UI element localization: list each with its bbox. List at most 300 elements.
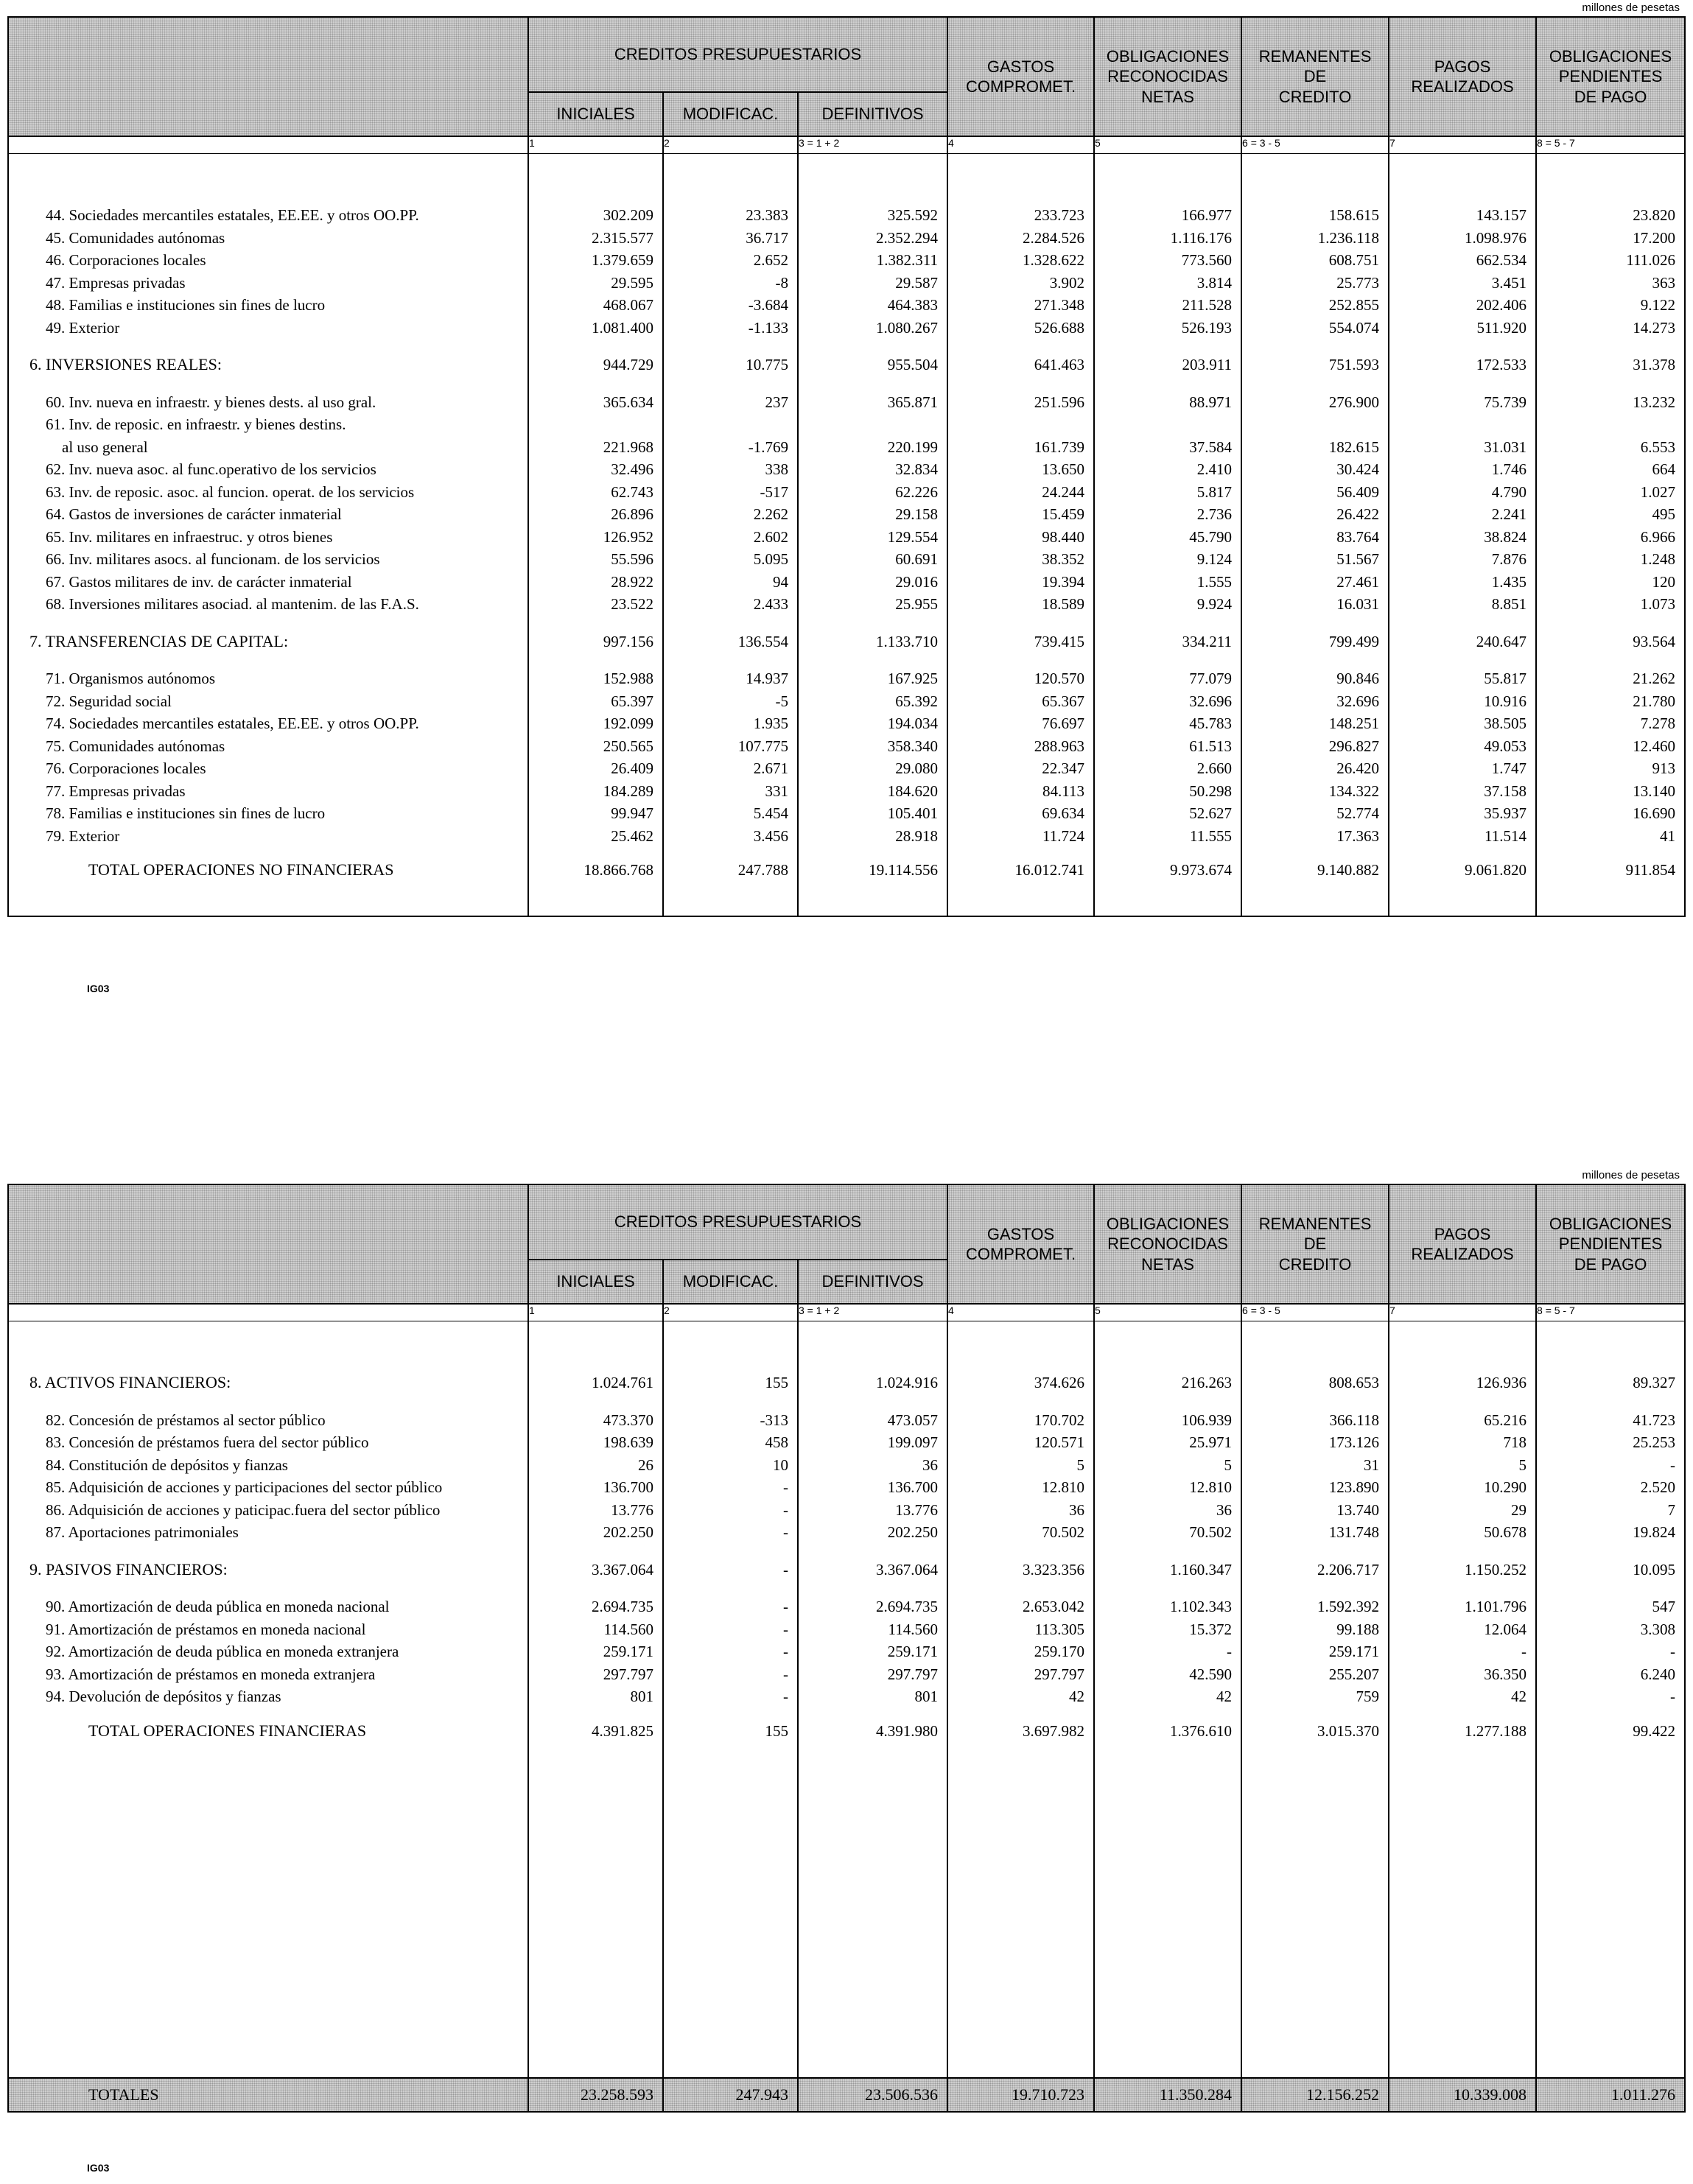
- row-value: 45.783: [1094, 712, 1241, 735]
- spacer-cell: [947, 1544, 1094, 1559]
- column-number: 4: [947, 1304, 1094, 1321]
- table-row: [8, 825, 1685, 848]
- row-value: 25.955: [798, 593, 947, 616]
- header-remanentes: [1241, 1184, 1389, 1304]
- spacer-cell: [1536, 1581, 1685, 1595]
- spacer-row: [8, 847, 1685, 859]
- spacer-cell: [528, 616, 663, 631]
- row-value: 240.647: [1389, 631, 1536, 653]
- row-label: 72. Seguridad social: [8, 690, 528, 713]
- spacer-cell: [947, 1742, 1094, 2078]
- spacer-cell: [1536, 882, 1685, 916]
- row-value: 2.653.042: [947, 1595, 1094, 1618]
- row-value: 155: [663, 1720, 798, 1743]
- row-value: 77.079: [1094, 667, 1241, 690]
- row-value: -517: [663, 481, 798, 504]
- row-value: 120.570: [947, 667, 1094, 690]
- row-value: [528, 413, 663, 436]
- spacer-cell: [798, 1394, 947, 1409]
- spacer-cell: [947, 1321, 1094, 1372]
- row-value: 25.773: [1241, 272, 1389, 295]
- table-row: [8, 391, 1685, 414]
- row-value: 13.740: [1241, 1499, 1389, 1522]
- row-value: 50.678: [1389, 1521, 1536, 1544]
- row-value: 1.150.252: [1389, 1559, 1536, 1581]
- row-label: 91. Amortización de préstamos en moneda nacional: [8, 1618, 528, 1641]
- row-value: 161.739: [947, 436, 1094, 459]
- row-label: 94. Devolución de depósitos y fianzas: [8, 1685, 528, 1708]
- row-value: 10.916: [1389, 690, 1536, 713]
- row-value: 2.736: [1094, 503, 1241, 526]
- row-value: 5: [1094, 1454, 1241, 1477]
- row-value: 18.866.768: [528, 859, 663, 882]
- row-label: al uso general: [8, 436, 528, 459]
- spacer-cell: [8, 1544, 528, 1559]
- spacer-cell: [8, 1708, 528, 1720]
- row-value: -: [663, 1476, 798, 1499]
- row-value: 911.854: [1536, 859, 1685, 882]
- row-label: 82. Concesión de préstamos al sector público: [8, 1409, 528, 1432]
- spacer-cell: [1389, 1708, 1536, 1720]
- row-value: 25.253: [1536, 1431, 1685, 1454]
- row-value: 28.918: [798, 825, 947, 848]
- row-value: 751.593: [1241, 354, 1389, 376]
- row-label: 74. Sociedades mercantiles estatales, EE.EE. y otros OO.PP.: [8, 712, 528, 735]
- footer-code-1: IG03: [87, 983, 110, 994]
- row-value: 55.817: [1389, 667, 1536, 690]
- section-row: [8, 1559, 1685, 1581]
- table-row: [8, 481, 1685, 504]
- row-value: 473.057: [798, 1409, 947, 1432]
- row-value: 136.700: [798, 1476, 947, 1499]
- row-value: 1.592.392: [1241, 1595, 1389, 1618]
- row-value: 30.424: [1241, 458, 1389, 481]
- row-value: 9.122: [1536, 294, 1685, 317]
- row-value: 641.463: [947, 354, 1094, 376]
- header-rem-l3: CREDITO: [1278, 1254, 1352, 1274]
- row-value: 718: [1389, 1431, 1536, 1454]
- spacer-row: [8, 1708, 1685, 1720]
- spacer-cell: [1094, 882, 1241, 916]
- row-value: 374.626: [947, 1372, 1094, 1394]
- row-value: 9.124: [1094, 548, 1241, 571]
- spacer-cell: [663, 339, 798, 354]
- total-row: [8, 859, 1685, 882]
- spacer-cell: [1241, 376, 1389, 391]
- row-value: 12.460: [1536, 735, 1685, 758]
- row-value: 65.397: [528, 690, 663, 713]
- header-modificac-label: MODIFICAC.: [682, 1272, 779, 1291]
- spacer-cell: [8, 1581, 528, 1595]
- spacer-cell: [1536, 1394, 1685, 1409]
- row-label: 45. Comunidades autónomas: [8, 227, 528, 250]
- budget-table-2: [7, 1184, 1686, 2113]
- spacer-cell: [8, 882, 528, 916]
- row-value: 60.691: [798, 548, 947, 571]
- row-value: 5.095: [663, 548, 798, 571]
- spacer-cell: [947, 154, 1094, 205]
- row-value: 325.592: [798, 204, 947, 227]
- total-row: [8, 1720, 1685, 1743]
- row-value: 338: [663, 458, 798, 481]
- row-value: 62.743: [528, 481, 663, 504]
- row-value: 12.810: [1094, 1476, 1241, 1499]
- column-number-row: [8, 1304, 1685, 1321]
- row-value: 997.156: [528, 631, 663, 653]
- totales-value: 1.011.276: [1536, 2078, 1685, 2112]
- spacer-cell: [798, 1544, 947, 1559]
- row-value: 84.113: [947, 780, 1094, 803]
- spacer-cell: [528, 1394, 663, 1409]
- row-value: 26.422: [1241, 503, 1389, 526]
- row-value: 664: [1536, 458, 1685, 481]
- spacer-cell: [1536, 376, 1685, 391]
- row-label: 93. Amortización de préstamos en moneda extranjera: [8, 1663, 528, 1686]
- row-value: 202.250: [528, 1521, 663, 1544]
- header-modificac-label: MODIFICAC.: [682, 105, 779, 124]
- row-value: 19.394: [947, 571, 1094, 594]
- row-label: 6. INVERSIONES REALES:: [8, 354, 528, 376]
- header-oblig-l1: OBLIGACIONES: [1106, 46, 1230, 66]
- row-value: -1.133: [663, 317, 798, 340]
- spacer-cell: [947, 653, 1094, 667]
- table-row: [8, 548, 1685, 571]
- row-value: 259.171: [798, 1640, 947, 1663]
- row-value: 42: [1094, 1685, 1241, 1708]
- row-value: 22.347: [947, 757, 1094, 780]
- spacer-cell: [528, 1742, 663, 2078]
- row-value: 2.660: [1094, 757, 1241, 780]
- row-value: 913: [1536, 757, 1685, 780]
- row-value: 198.639: [528, 1431, 663, 1454]
- row-value: 526.688: [947, 317, 1094, 340]
- totales-value: 247.943: [663, 2078, 798, 2112]
- header-pendientes: [1536, 1184, 1685, 1304]
- row-value: 1.248: [1536, 548, 1685, 571]
- row-value: 1.746: [1389, 458, 1536, 481]
- row-value: 75.739: [1389, 391, 1536, 414]
- row-value: 25.971: [1094, 1431, 1241, 1454]
- row-value: 1.379.659: [528, 249, 663, 272]
- row-value: 158.615: [1241, 204, 1389, 227]
- table-row: [8, 802, 1685, 825]
- row-value: 526.193: [1094, 317, 1241, 340]
- spacer-row: [8, 653, 1685, 667]
- header-iniciales-label: INICIALES: [556, 1272, 635, 1291]
- header-label-cell: [8, 17, 528, 136]
- row-value: 1.555: [1094, 571, 1241, 594]
- spacer-row: [8, 339, 1685, 354]
- row-value: 2.520: [1536, 1476, 1685, 1499]
- row-value: 297.797: [947, 1663, 1094, 1686]
- row-value: 143.157: [1389, 204, 1536, 227]
- row-value: 458: [663, 1431, 798, 1454]
- footer-code-2: IG03: [87, 2162, 110, 2174]
- header-iniciales-label: INICIALES: [556, 105, 635, 124]
- row-value: 1.133.710: [798, 631, 947, 653]
- row-value: 152.988: [528, 667, 663, 690]
- row-value: 83.764: [1241, 526, 1389, 549]
- spacer-cell: [798, 882, 947, 916]
- row-value: 25.462: [528, 825, 663, 848]
- row-value: 220.199: [798, 436, 947, 459]
- row-value: 3.367.064: [798, 1559, 947, 1581]
- row-value: -: [663, 1559, 798, 1581]
- row-value: 2.602: [663, 526, 798, 549]
- header-gastos: [947, 17, 1094, 136]
- column-number: 1: [528, 1304, 663, 1321]
- row-value: -: [663, 1521, 798, 1544]
- row-label: 71. Organismos autónomos: [8, 667, 528, 690]
- table-row: [8, 294, 1685, 317]
- spacer-cell: [1094, 1708, 1241, 1720]
- spacer-row: [8, 376, 1685, 391]
- spacer-cell: [528, 1544, 663, 1559]
- header-modificac: [663, 92, 798, 136]
- row-value: 94: [663, 571, 798, 594]
- column-number: 2: [663, 136, 798, 154]
- spacer-cell: [1536, 1742, 1685, 2078]
- spacer-cell: [528, 847, 663, 859]
- spacer-cell: [1389, 376, 1536, 391]
- header-pagos: [1389, 17, 1536, 136]
- section-row: [8, 354, 1685, 376]
- row-value: 29.080: [798, 757, 947, 780]
- spacer-cell: [798, 154, 947, 205]
- row-value: 123.890: [1241, 1476, 1389, 1499]
- header-row: [8, 17, 1685, 92]
- row-value: 7.278: [1536, 712, 1685, 735]
- row-value: 955.504: [798, 354, 947, 376]
- table-row: [8, 1595, 1685, 1618]
- row-value: 114.560: [798, 1618, 947, 1641]
- header-gastos-l1: GASTOS: [986, 57, 1055, 76]
- row-value: 1.277.188: [1389, 1720, 1536, 1743]
- header-pagos-l1: PAGOS: [1434, 1224, 1491, 1243]
- spacer-cell: [8, 376, 528, 391]
- spacer-cell: [798, 653, 947, 667]
- row-value: 15.459: [947, 503, 1094, 526]
- row-value: 99.947: [528, 802, 663, 825]
- row-value: 24.244: [947, 481, 1094, 504]
- row-value: 19.824: [1536, 1521, 1685, 1544]
- row-value: 36.350: [1389, 1663, 1536, 1686]
- row-value: 31: [1241, 1454, 1389, 1477]
- spacer-cell: [1389, 1394, 1536, 1409]
- row-value: 1.328.622: [947, 249, 1094, 272]
- row-value: 26.420: [1241, 757, 1389, 780]
- row-value: 23.522: [528, 593, 663, 616]
- row-value: [1389, 413, 1536, 436]
- row-value: 271.348: [947, 294, 1094, 317]
- row-value: 1.101.796: [1389, 1595, 1536, 1618]
- row-value: 42: [947, 1685, 1094, 1708]
- header-pend-l2: PENDIENTES: [1558, 1235, 1663, 1254]
- table-row: [8, 1521, 1685, 1544]
- row-value: -: [663, 1640, 798, 1663]
- row-value: 1.081.400: [528, 317, 663, 340]
- row-value: 23.820: [1536, 204, 1685, 227]
- table-row: [8, 780, 1685, 803]
- spacer-row: [8, 1321, 1685, 1372]
- spacer-cell: [1241, 1394, 1389, 1409]
- spacer-cell: [8, 1394, 528, 1409]
- row-value: 136.554: [663, 631, 798, 653]
- row-value: 251.596: [947, 391, 1094, 414]
- row-value: 773.560: [1094, 249, 1241, 272]
- spacer-cell: [947, 847, 1094, 859]
- row-value: 365.871: [798, 391, 947, 414]
- spacer-cell: [1094, 1581, 1241, 1595]
- header-iniciales: [528, 1260, 663, 1304]
- spacer-cell: [1389, 1321, 1536, 1372]
- row-value: 70.502: [1094, 1521, 1241, 1544]
- row-value: 17.200: [1536, 227, 1685, 250]
- row-value: 11.724: [947, 825, 1094, 848]
- row-value: 9.061.820: [1389, 859, 1536, 882]
- column-number: 7: [1389, 1304, 1536, 1321]
- column-number: 4: [947, 136, 1094, 154]
- row-value: 297.797: [528, 1663, 663, 1686]
- row-value: 468.067: [528, 294, 663, 317]
- row-value: -: [1389, 1640, 1536, 1663]
- spacer-cell: [1241, 847, 1389, 859]
- unit-label-1: millones de pesetas: [1582, 1, 1680, 14]
- row-value: 88.971: [1094, 391, 1241, 414]
- table-row: [8, 272, 1685, 295]
- column-number: 7: [1389, 136, 1536, 154]
- row-label: 92. Amortización de deuda pública en moneda extranjera: [8, 1640, 528, 1663]
- row-value: 13.232: [1536, 391, 1685, 414]
- header-creditos-label: CREDITOS PRESUPUESTARIOS: [614, 1212, 862, 1232]
- spacer-row: [8, 154, 1685, 205]
- header-pend-l3: DE PAGO: [1574, 1254, 1647, 1274]
- spacer-cell: [1241, 1742, 1389, 2078]
- row-value: 11.555: [1094, 825, 1241, 848]
- row-value: 18.589: [947, 593, 1094, 616]
- row-value: 13.776: [528, 1499, 663, 1522]
- header-oblig-l3: NETAS: [1141, 87, 1194, 106]
- row-value: -: [1536, 1685, 1685, 1708]
- row-value: 99.422: [1536, 1720, 1685, 1743]
- column-number: 6 = 3 - 5: [1241, 136, 1389, 154]
- spacer-cell: [1389, 616, 1536, 631]
- row-value: 120: [1536, 571, 1685, 594]
- row-value: 184.620: [798, 780, 947, 803]
- totales-value: 11.350.284: [1094, 2078, 1241, 2112]
- row-value: 106.939: [1094, 1409, 1241, 1432]
- row-value: 29.587: [798, 272, 947, 295]
- row-value: 32.696: [1241, 690, 1389, 713]
- header-row: [8, 1184, 1685, 1260]
- column-number: 3 = 1 + 2: [798, 1304, 947, 1321]
- row-value: 27.461: [1241, 571, 1389, 594]
- row-value: 221.968: [528, 436, 663, 459]
- row-value: 13.650: [947, 458, 1094, 481]
- header-oblig-l2: RECONOCIDAS: [1107, 1235, 1228, 1254]
- row-label: 86. Adquisición de acciones y paticipac.fuera del sector público: [8, 1499, 528, 1522]
- row-value: 1.024.916: [798, 1372, 947, 1394]
- row-value: 10: [663, 1454, 798, 1477]
- row-value: 1.073: [1536, 593, 1685, 616]
- row-value: 9.140.882: [1241, 859, 1389, 882]
- row-value: 70.502: [947, 1521, 1094, 1544]
- spacer-cell: [798, 1708, 947, 1720]
- row-value: 259.171: [1241, 1640, 1389, 1663]
- row-value: 65.392: [798, 690, 947, 713]
- header-pend-l1: OBLIGACIONES: [1549, 46, 1672, 66]
- spacer-cell: [663, 1708, 798, 1720]
- row-value: 172.533: [1389, 354, 1536, 376]
- row-value: 2.694.735: [798, 1595, 947, 1618]
- row-value: 801: [528, 1685, 663, 1708]
- row-value: 302.209: [528, 204, 663, 227]
- column-number: 5: [1094, 1304, 1241, 1321]
- row-value: 739.415: [947, 631, 1094, 653]
- row-value: 52.774: [1241, 802, 1389, 825]
- row-label: 44. Sociedades mercantiles estatales, EE.EE. y otros OO.PP.: [8, 204, 528, 227]
- row-label: 62. Inv. nueva asoc. al func.operativo de los servicios: [8, 458, 528, 481]
- row-value: 42.590: [1094, 1663, 1241, 1686]
- row-value: 3.323.356: [947, 1559, 1094, 1581]
- row-value: 331: [663, 780, 798, 803]
- row-value: 495: [1536, 503, 1685, 526]
- row-value: 51.567: [1241, 548, 1389, 571]
- row-value: 7.876: [1389, 548, 1536, 571]
- row-label: 46. Corporaciones locales: [8, 249, 528, 272]
- spacer-cell: [528, 1581, 663, 1595]
- row-value: 90.846: [1241, 667, 1389, 690]
- row-value: -: [663, 1685, 798, 1708]
- column-number: 1: [528, 136, 663, 154]
- row-label: 78. Familias e instituciones sin fines de lucro: [8, 802, 528, 825]
- row-value: 5.817: [1094, 481, 1241, 504]
- row-value: 2.410: [1094, 458, 1241, 481]
- table-row: [8, 526, 1685, 549]
- spacer-cell: [1389, 1742, 1536, 2078]
- header-gastos: [947, 1184, 1094, 1304]
- table-row: [8, 249, 1685, 272]
- section-row: [8, 631, 1685, 653]
- spacer-cell: [1389, 1581, 1536, 1595]
- row-value: 89.327: [1536, 1372, 1685, 1394]
- row-value: 37.158: [1389, 780, 1536, 803]
- row-value: 363: [1536, 272, 1685, 295]
- table-row: [8, 571, 1685, 594]
- spacer-cell: [1536, 154, 1685, 205]
- row-value: 2.206.717: [1241, 1559, 1389, 1581]
- row-value: 114.560: [528, 1618, 663, 1641]
- row-label: 65. Inv. militares en infraestruc. y otros bienes: [8, 526, 528, 549]
- row-value: 111.026: [1536, 249, 1685, 272]
- spacer-cell: [1094, 1394, 1241, 1409]
- row-value: 45.790: [1094, 526, 1241, 549]
- spacer-cell: [8, 616, 528, 631]
- table-row: [8, 1454, 1685, 1477]
- spacer-row: [8, 1544, 1685, 1559]
- row-value: 6.553: [1536, 436, 1685, 459]
- row-value: 36: [798, 1454, 947, 1477]
- row-value: 167.925: [798, 667, 947, 690]
- spacer-cell: [1389, 339, 1536, 354]
- totales-value: 10.339.008: [1389, 2078, 1536, 2112]
- row-value: 759: [1241, 1685, 1389, 1708]
- row-value: 105.401: [798, 802, 947, 825]
- header-gastos-l2: COMPROMET.: [965, 1245, 1076, 1263]
- row-value: 173.126: [1241, 1431, 1389, 1454]
- spacer-cell: [8, 847, 528, 859]
- spacer-cell: [663, 154, 798, 205]
